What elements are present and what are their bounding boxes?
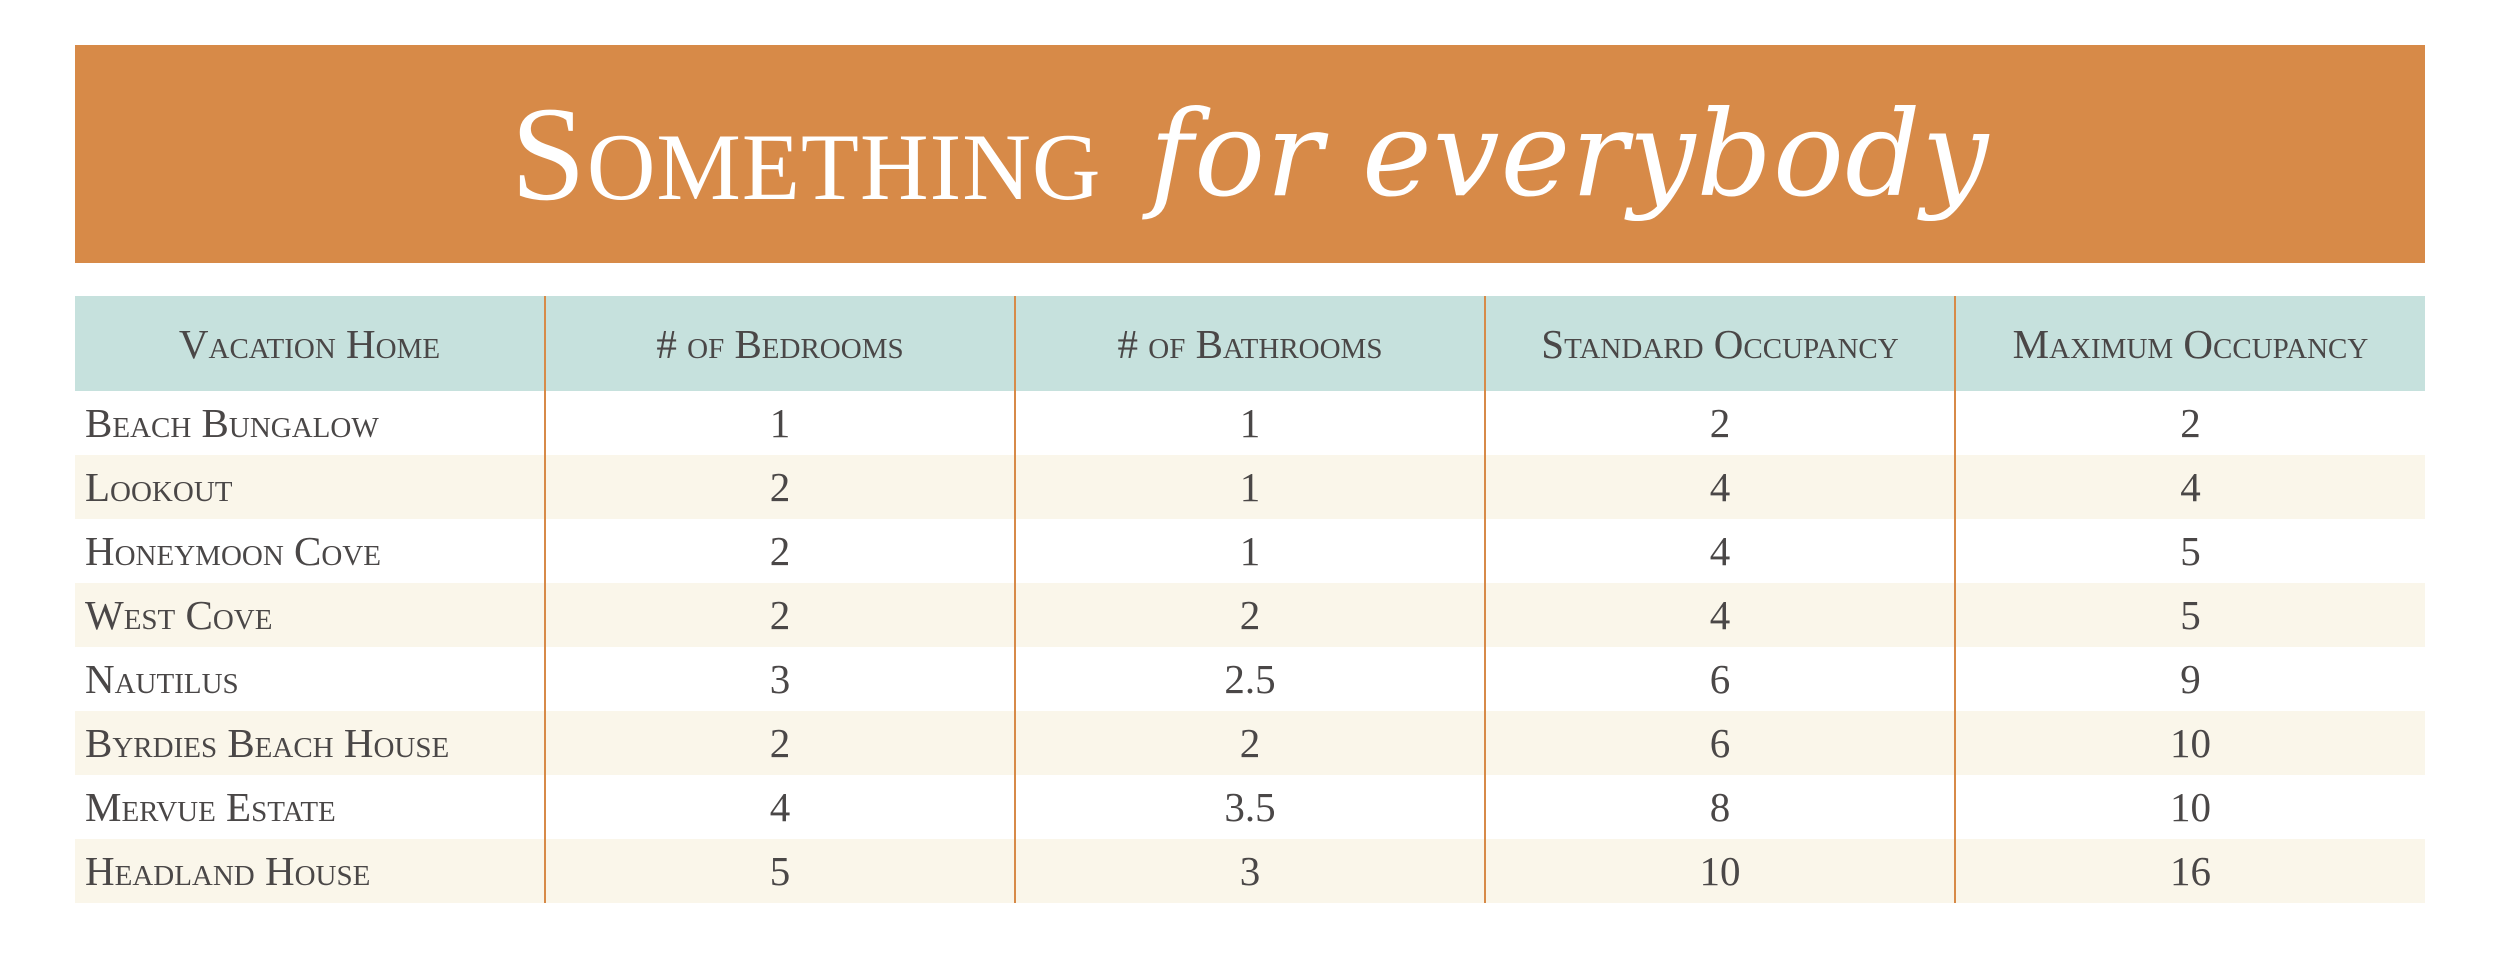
cell-standard-occupancy: 4 [1485, 519, 1955, 583]
cell-standard-occupancy: 4 [1485, 455, 1955, 519]
cell-home-name: Byrdies Beach House [75, 711, 545, 775]
cell-home-name: Honeymoon Cove [75, 519, 545, 583]
title-main-text: Something [510, 79, 1102, 229]
cell-bathrooms: 3.5 [1015, 775, 1485, 839]
table-row [75, 391, 2425, 455]
cell-home-name: West Cove [75, 583, 545, 647]
cell-home-name: Mervue Estate [75, 775, 545, 839]
cell-maximum-occupancy: 9 [1955, 647, 2425, 711]
cell-standard-occupancy: 6 [1485, 647, 1955, 711]
cell-maximum-occupancy: 2 [1955, 391, 2425, 455]
title-script-text: for everybody [1149, 85, 1990, 223]
table-row [75, 647, 2425, 711]
table-header-row [75, 296, 2425, 391]
cell-bathrooms: 1 [1015, 519, 1485, 583]
cell-bathrooms: 2.5 [1015, 647, 1485, 711]
cell-bathrooms: 3 [1015, 839, 1485, 903]
cell-standard-occupancy: 4 [1485, 583, 1955, 647]
cell-bedrooms: 3 [545, 647, 1015, 711]
cell-bedrooms: 5 [545, 839, 1015, 903]
cell-maximum-occupancy: 4 [1955, 455, 2425, 519]
cell-home-name: Lookout [75, 455, 545, 519]
cell-maximum-occupancy: 5 [1955, 519, 2425, 583]
title-banner [75, 45, 2425, 263]
header-vacation-home: Vacation Home [75, 296, 545, 391]
vacation-homes-table [75, 296, 2425, 903]
header-standard-occupancy: Standard Occupancy [1485, 296, 1955, 391]
table-row [75, 455, 2425, 519]
cell-standard-occupancy: 8 [1485, 775, 1955, 839]
cell-standard-occupancy: 10 [1485, 839, 1955, 903]
cell-standard-occupancy: 6 [1485, 711, 1955, 775]
cell-bathrooms: 2 [1015, 711, 1485, 775]
cell-bedrooms: 2 [545, 711, 1015, 775]
cell-bathrooms: 1 [1015, 391, 1485, 455]
banner-title [510, 79, 1990, 229]
cell-maximum-occupancy: 10 [1955, 775, 2425, 839]
cell-home-name: Nautilus [75, 647, 545, 711]
table-row [75, 711, 2425, 775]
table-row [75, 519, 2425, 583]
cell-bathrooms: 2 [1015, 583, 1485, 647]
cell-home-name: Beach Bungalow [75, 391, 545, 455]
cell-maximum-occupancy: 10 [1955, 711, 2425, 775]
cell-bedrooms: 1 [545, 391, 1015, 455]
header-maximum-occupancy: Maximum Occupancy [1955, 296, 2425, 391]
cell-bathrooms: 1 [1015, 455, 1485, 519]
cell-bedrooms: 2 [545, 583, 1015, 647]
cell-standard-occupancy: 2 [1485, 391, 1955, 455]
cell-maximum-occupancy: 5 [1955, 583, 2425, 647]
table-row [75, 583, 2425, 647]
header-bedrooms: # of Bedrooms [545, 296, 1015, 391]
cell-home-name: Headland House [75, 839, 545, 903]
table-row [75, 839, 2425, 903]
cell-bedrooms: 2 [545, 455, 1015, 519]
table-row [75, 775, 2425, 839]
cell-bedrooms: 2 [545, 519, 1015, 583]
cell-bedrooms: 4 [545, 775, 1015, 839]
cell-maximum-occupancy: 16 [1955, 839, 2425, 903]
header-bathrooms: # of Bathrooms [1015, 296, 1485, 391]
